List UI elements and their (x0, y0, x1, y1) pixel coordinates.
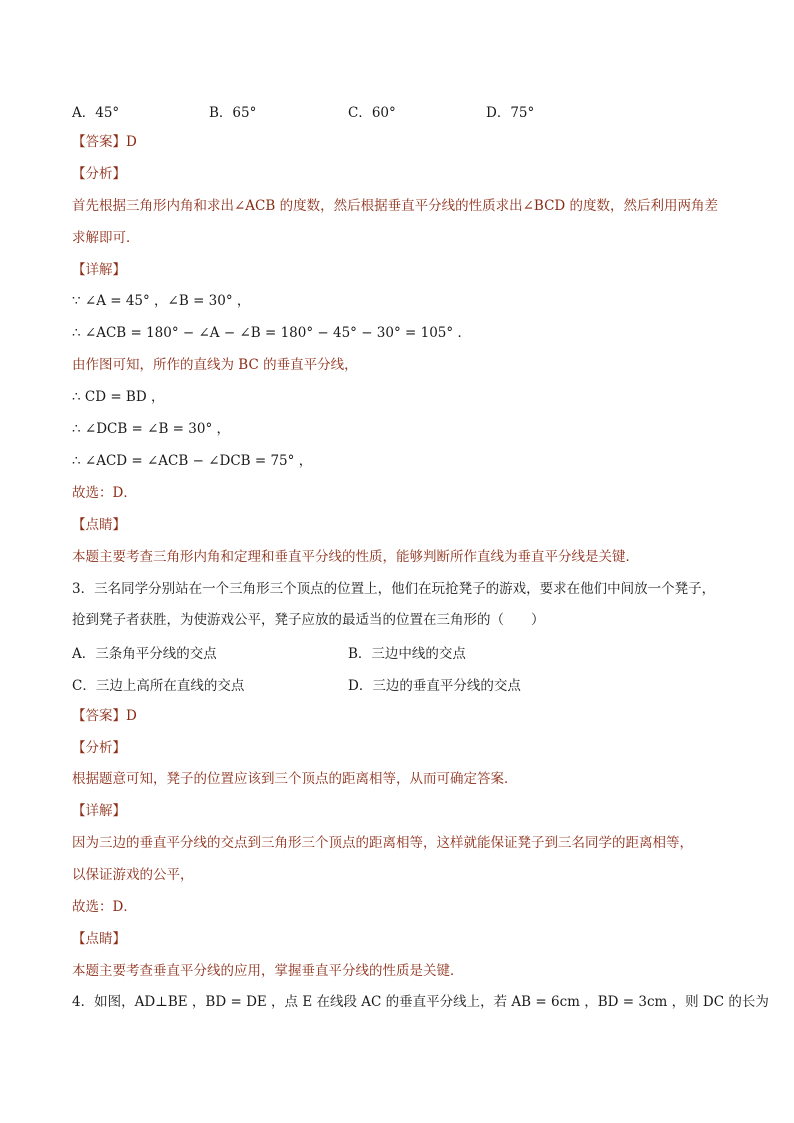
q3-detail-text-2: 以保证游戏的公平， (72, 867, 194, 883)
q3-option-d: D．三边的垂直平分线的交点 (348, 678, 521, 694)
q3-detail-text-1: 因为三边的垂直平分线的交点到三角形三个顶点的距离相等，这样就能保证凳子到三名同学的距离相等， (72, 835, 693, 851)
q2-option-c: C．60° (348, 105, 396, 121)
q3-detail-label: 【详解】 (72, 803, 126, 819)
q2-analysis-text-1: 首先根据三角形内角和求出∠ACB 的度数，然后根据垂直平分线的性质求出∠BCD 的度数，然后利用两角差 (72, 198, 719, 214)
q2-detail-line-2: ∴ ∠ACB = 180° − ∠A − ∠B = 180° − 45° − 30° = 105° ． (72, 325, 471, 341)
q3-answer-value: D (126, 708, 137, 724)
q3-answer-label: 【答案】 (72, 708, 126, 724)
q2-answer-label: 【答案】 (72, 134, 126, 150)
q3-analysis-text: 根据题意可知，凳子的位置应该到三个顶点的距离相等，从而可确定答案． (72, 771, 518, 787)
q2-detail-line-1: ∵ ∠A = 45° ，∠B = 30° ， (72, 293, 251, 309)
q3-stem-2: 抢到凳子者获胜，为使游戏公平，凳子应放的最适当的位置在三角形的（ ） (72, 612, 545, 628)
q3-stem-1: 3．三名同学分别站在一个三角形三个顶点的位置上，他们在玩抢凳子的游戏，要求在他们中间放一个凳子， (72, 581, 716, 597)
q3-answer-line (72, 706, 137, 726)
q2-detail-line-7: 故选：D． (72, 485, 137, 501)
q3-option-c: C．三边上高所在直线的交点 (72, 678, 245, 694)
q2-detail-line-6: ∴ ∠ACD = ∠ACB − ∠DCB = 75° ， (72, 453, 313, 469)
q3-option-a: A．三条角平分线的交点 (72, 646, 217, 662)
q4-stem: 4．如图，AD⊥BE ，BD = DE ，点 E 在线段 AC 的垂直平分线上，若 AB = 6cm ，BD = 3cm ，则 DC 的长为 (72, 994, 769, 1010)
q2-answer-line (72, 132, 137, 152)
q3-option-b: B．三边中线的交点 (348, 646, 466, 662)
q2-detail-line-5: ∴ ∠DCB = ∠B = 30° ， (72, 421, 231, 437)
q2-option-a: A．45° (72, 105, 120, 121)
q2-detail-line-4: ∴ CD = BD ， (72, 389, 165, 405)
q3-comment-text: 本题主要考查垂直平分线的应用，掌握垂直平分线的性质是关键． (72, 963, 464, 979)
q2-answer-value: D (126, 134, 137, 150)
q2-analysis-text-2: 求解即可． (72, 230, 140, 246)
q2-detail-line-3: 由作图可知，所作的直线为 BC 的垂直平分线， (72, 357, 358, 373)
q3-detail-text-3: 故选：D． (72, 899, 137, 915)
q2-detail-label: 【详解】 (72, 262, 126, 278)
q2-comment-text: 本题主要考查三角形内角和定理和垂直平分线的性质，能够判断所作直线为垂直平分线是关键． (72, 549, 639, 565)
q2-option-b: B．65° (209, 105, 257, 121)
q3-analysis-label: 【分析】 (72, 740, 126, 756)
q2-option-d: D．75° (486, 105, 535, 121)
q2-comment-label: 【点睛】 (72, 517, 126, 533)
q2-analysis-label: 【分析】 (72, 166, 126, 182)
q3-comment-label: 【点睛】 (72, 931, 126, 947)
